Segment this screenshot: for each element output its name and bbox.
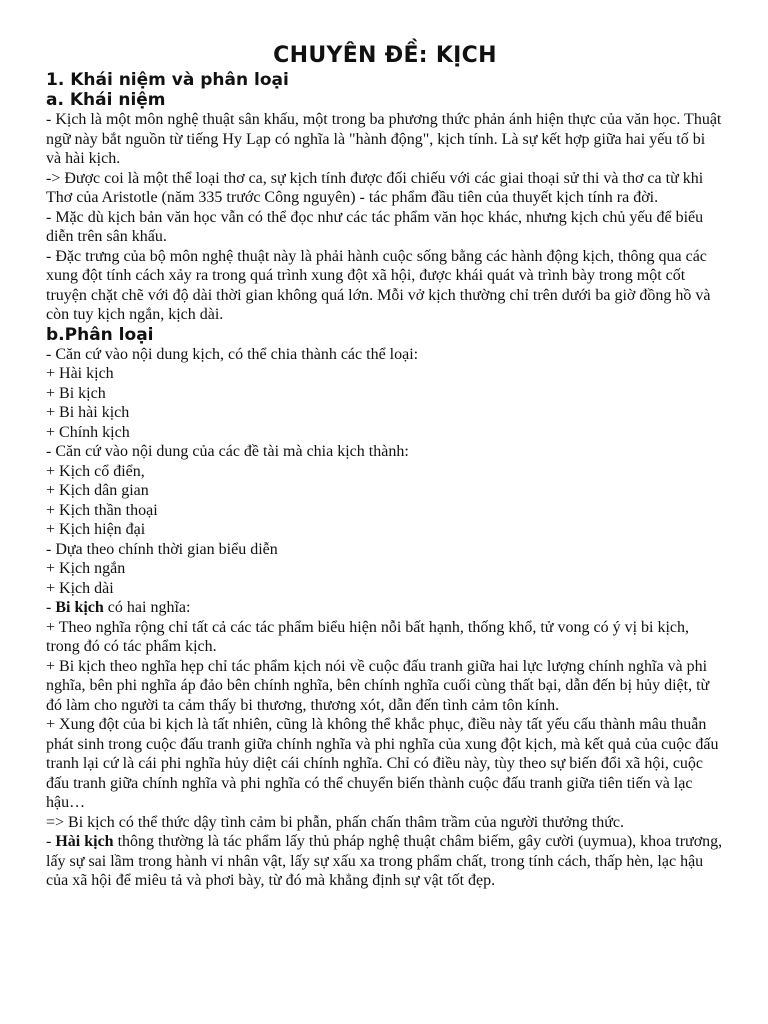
subheading-concept: a. Khái niệm bbox=[46, 90, 166, 110]
list-item: + Kịch dài bbox=[46, 579, 114, 597]
list-item: - Căn cứ vào nội dung kịch, có thể chia thành các thể loại: bbox=[46, 345, 419, 363]
list-item: + Hài kịch bbox=[46, 365, 114, 382]
dash: - bbox=[46, 833, 56, 850]
list-item: + Kịch ngắn bbox=[46, 560, 126, 577]
term-bi-kich: Bi kịch bbox=[55, 599, 104, 616]
list-item: + Chính kịch bbox=[46, 423, 130, 441]
term-rest: có hai nghĩa: bbox=[103, 599, 191, 616]
list-item: + Bi hài kịch bbox=[46, 404, 130, 421]
paragraph: + Bi kịch theo nghĩa hẹp chỉ tác phẩm kịch nói về cuộc đấu tranh giữa hai lực lượng chính nghĩa và phi nghĩa, bên phi nghĩa áp đảo bên chính nghĩa, bên chính nghĩa cuối cùng thất bại, dẫn đến bị hủy diệt, từ đó làm cho người ta cảm thấy bi thương, thương xót, dẫn đến tình cảm tôn kính. bbox=[46, 657, 710, 714]
paragraph: - Mặc dù kịch bản văn học vẫn có thể đọc như các tác phẩm văn học khác, nhưng kịch chủ yếu để biểu diễn trên sân khấu. bbox=[46, 208, 704, 245]
paragraph: - Đặc trưng của bộ môn nghệ thuật này là phải hành cuộc sống bằng các hành động kịch, thông qua các xung đột tính cách xảy ra trong quá trình xung đột xã hội, được khái quát và trình bày trong một cốt truyện chặt chẽ với độ dài thời gian không quá lớn. Mỗi vở kịch thường chỉ trên dưới ba giờ đồng hồ và còn tuy kịch ngắn, kịch dài. bbox=[46, 247, 711, 323]
list-item: + Kịch thần thoại bbox=[46, 501, 158, 519]
list-item: - Dựa theo chính thời gian biểu diễn bbox=[46, 540, 278, 558]
bi-kich-intro bbox=[46, 598, 724, 618]
paragraph: => Bi kịch có thể thức dậy tình cảm bi phẫn, phấn chấn thâm trầm của người thưởng thức. bbox=[46, 813, 624, 831]
paragraph: -> Được coi là một thể loại thơ ca, sự kịch tính được đối chiếu với các giai thoại sử thi và thơ ca từ khi Thơ của Aristotle (năm 335 trước Công nguyên) - tác phẩm đầu tiên của thuyết kịch tính ra đời. bbox=[46, 169, 704, 206]
list-item: + Kịch cổ điển, bbox=[46, 462, 145, 480]
list-item: + Kịch dân gian bbox=[46, 482, 149, 499]
list-item: + Bi kịch bbox=[46, 384, 106, 402]
list-item: - Căn cứ vào nội dung của các đề tài mà chia kịch thành: bbox=[46, 443, 409, 460]
subheading-classification: b.Phân loại bbox=[46, 324, 154, 345]
paragraph: + Xung đột của bi kịch là tất nhiên, cũng là không thể khắc phục, điều này tất yếu cấu thành mâu thuẫn phát sinh trong cuộc đấu tranh giữa chính nghĩa và phi nghĩa của xung đột kịch, mà kết quả của cuộc đấu tranh lại cứ là cái phi nghĩa hủy diệt cái chính nghĩa. Chỉ có điều này, tùy theo sự biến đổi xã hội, cuộc đấu tranh giữa chính nghĩa và phi nghĩa có thể chuyển biến thành cuộc đấu tranh giữa tiên tiến và lạc hậu… bbox=[46, 716, 719, 811]
term-rest: thông thường là tác phẩm lấy thủ pháp nghệ thuật châm biếm, gây cười (uymua), khoa trương, lấy sự sai lầm trong hành vi nhân vật, lấy sự xấu xa trong phẩm chất, trong tính cách, thấp hèn, lạc hậu của xã hội để miêu tả và phơi bày, từ đó mà khẳng định sự vật tốt đẹp. bbox=[46, 833, 723, 889]
document-title: CHUYÊN ĐỀ: KỊCH bbox=[273, 43, 497, 68]
hai-kich-paragraph bbox=[46, 832, 724, 891]
section-heading-concept-classification: 1. Khái niệm và phân loại bbox=[46, 70, 289, 90]
paragraph: - Kịch là một môn nghệ thuật sân khấu, một trong ba phương thức phản ánh hiện thực của văn học. Thuật ngữ này bắt nguồn từ tiếng Hy Lạp có nghĩa là "hành động", kịch tính. Là sự kết hợp giữa hai yếu tố bi và hài kịch. bbox=[46, 111, 722, 167]
paragraph: + Theo nghĩa rộng chỉ tất cả các tác phẩm biểu hiện nỗi bất hạnh, thống khổ, tử vong có ý vị bi kịch, trong đó có tác phẩm kịch. bbox=[46, 618, 690, 655]
list-item: + Kịch hiện đại bbox=[46, 521, 146, 538]
dash: - bbox=[46, 599, 56, 616]
term-hai-kich: Hài kịch bbox=[55, 833, 114, 850]
